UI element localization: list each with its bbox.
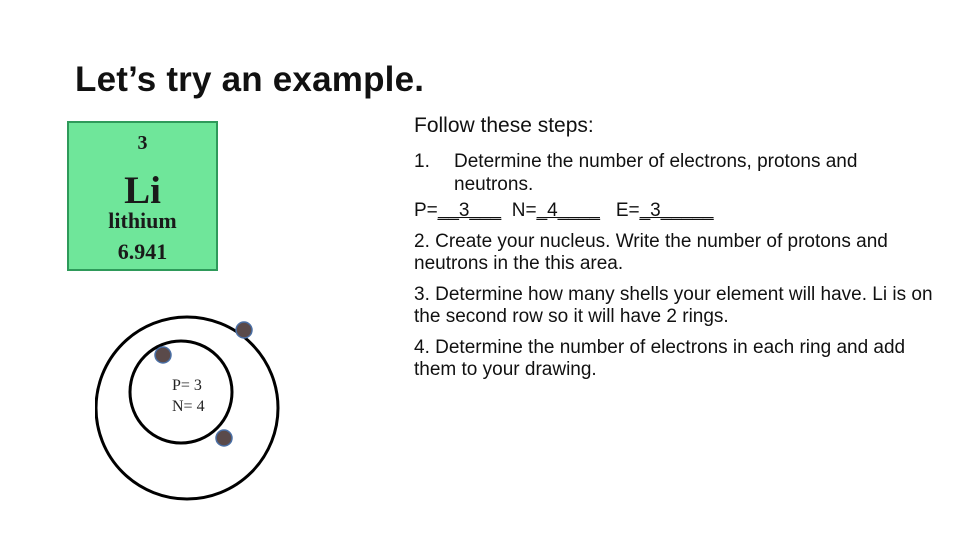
step-1 <box>414 151 934 196</box>
atom-diagram <box>95 300 285 510</box>
slide-title: Let’s try an example. <box>75 60 425 99</box>
electron <box>155 347 171 363</box>
electron <box>236 322 252 338</box>
neutron-count-label: N= 4 <box>172 398 205 415</box>
atomic-number: 3 <box>137 132 148 154</box>
proton-prefix: P= <box>414 200 438 221</box>
particle-counts <box>414 200 934 223</box>
periodic-element-card <box>67 121 218 271</box>
element-name: lithium <box>108 208 177 233</box>
proton-answer: __3___ <box>437 200 502 221</box>
step-3: 3. Determine how many shells your element will have. Li is on the second row so it will have 2 rings. <box>414 283 933 327</box>
neutron-answer: _4____ <box>536 200 600 221</box>
steps-intro: Follow these steps: <box>414 114 594 137</box>
element-symbol: Li <box>124 169 161 212</box>
electron-answer: _3_____ <box>639 200 714 221</box>
electron <box>216 430 232 446</box>
step-4: 4. Determine the number of electrons in each ring and add them to your drawing. <box>414 336 906 380</box>
instructions <box>414 113 934 390</box>
electron-prefix: E= <box>615 200 640 221</box>
step-2: 2. Create your nucleus. Write the number of protons and neutrons in the this area. <box>414 230 888 274</box>
step-1-text: Determine the number of electrons, protons and neutrons. <box>454 151 858 195</box>
atomic-mass: 6.941 <box>117 239 168 264</box>
proton-count-label: P= 3 <box>172 377 202 394</box>
neutron-prefix: N= <box>511 200 537 221</box>
step-1-number: 1. <box>414 151 430 172</box>
